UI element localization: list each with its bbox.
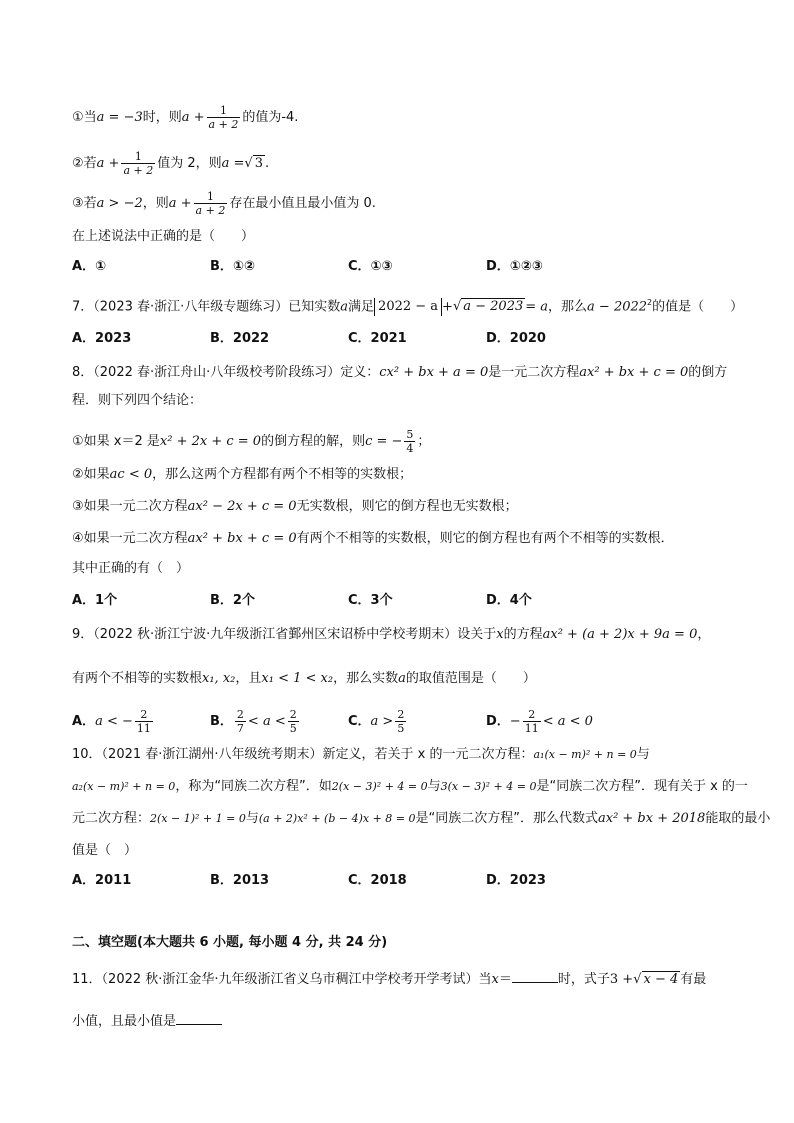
option-a[interactable]: A．2011 (72, 873, 132, 888)
option-d[interactable]: D．2020 (486, 331, 546, 346)
option-b[interactable]: B．2022 (210, 331, 270, 346)
option-d[interactable]: D．①②③ (486, 259, 543, 274)
sqrt: √ x − 4 (633, 972, 679, 987)
fraction: $\frac{5}{4}$ (406, 428, 414, 455)
section-heading: 二、填空题(本大题共 6 小题, 每小题 4 分, 共 24 分) (72, 935, 388, 950)
statement-mark: ① (72, 110, 84, 125)
option-b[interactable]: B．①② (210, 259, 255, 274)
option-d[interactable]: D．− $\frac{2}{11}$ < a < 0 (486, 708, 593, 735)
option-d[interactable]: D．4个 (486, 593, 532, 608)
option-c[interactable]: C．2018 (348, 873, 407, 888)
question-9: 9．（2022 秋·浙江宁波·九年级浙江省鄞州区宋诏桥中学校考期末）设关于x的方程ax² + (a + 2)x + 9a = 0， (72, 627, 711, 642)
option-c[interactable]: C．3个 (348, 593, 393, 608)
q8-statement-2: ②如果ac < 0，那么这两个方程都有两个不相等的实数根； (72, 467, 413, 482)
answer-blank[interactable] (176, 1012, 222, 1025)
q8-statement-4: ④如果一元二次方程ax² + bx + c = 0有两个不相等的实数根，则它的倒方程也有两个不相等的实数根． (72, 531, 674, 546)
option-c[interactable]: C．a > $\frac{2}{5}$ (348, 708, 405, 735)
option-a[interactable]: A．1个 (72, 593, 118, 608)
option-b[interactable]: B．2013 (210, 873, 270, 888)
question-stem: 在上述说法中正确的是（ ） (72, 229, 255, 244)
question-11-line2: 小值，且最小值是 (72, 1012, 222, 1031)
sqrt: √ a − 2023 (452, 299, 524, 315)
question-10: 10．（2021 春·浙江湖州·八年级统考期末）新定义，若关于 x 的一元二次方程：a₁(x − m)² + n = 0与 (72, 747, 650, 762)
answer-blank[interactable] (512, 970, 558, 983)
option-b[interactable]: B． $\frac{2}{7}$ < a < $\frac{2}{5}$ (210, 708, 297, 735)
absolute-value: 2022 − a (374, 298, 442, 316)
question-9-line2: 有两个不相等的实数根x₁, x₂，且x₁ < 1 < x₂，那么实数a的取值范围是（ ） (72, 671, 536, 686)
option-a[interactable]: A．2023 (72, 331, 132, 346)
question-10-line3: 元二次方程：2(x − 1)² + 1 = 0与(a + 2)x² + (b − 4)x + 8 = 0是“同族二次方程”．那么代数式ax² + bx + 2018能取的最小 (72, 811, 771, 826)
sqrt: √ 3 (244, 156, 263, 171)
q8-statement-1: ①如果 x＝2 是x² + 2x + c = 0的倒方程的解，则c = − $\frac{5}{4}$ ； (72, 428, 431, 455)
option-a[interactable]: A．a < − $\frac{2}{11}$ (72, 708, 151, 735)
question-11: 11．（2022 秋·浙江金华·九年级浙江省义乌市稠江中学校考开学考试）当x＝ 时，式子3 +√ x − 4 有最 (72, 972, 707, 987)
question-8-line2: 程．则下列四个结论： (72, 393, 203, 408)
option-a[interactable]: A．① (72, 259, 107, 274)
question-8-stem: 其中正确的有（ ） (72, 561, 190, 576)
question-10-line4: 值是（ ） (72, 843, 138, 858)
statement-1: ①当a = −3时，则a + $\frac{1}{a + 2}$ 的值为-4. (72, 104, 299, 131)
fraction: $\frac{1}{a + 2}$ (195, 190, 226, 217)
option-d[interactable]: D．2023 (486, 873, 546, 888)
question-10-line2: a₂(x − m)² + n = 0，称为“同族二次方程”．如2(x − 3)² + 4 = 0与3(x − 3)² + 4 = 0是“同族二次方程”．现有关于 x 的一 (72, 779, 748, 794)
question-8: 8．（2022 春·浙江舟山·八年级校考阶段练习）定义：cx² + bx + a = 0是一元二次方程ax² + bx + c = 0的倒方 (72, 365, 728, 380)
q8-statement-3: ③如果一元二次方程ax² − 2x + c = 0无实数根，则它的倒方程也无实数根； (72, 499, 518, 514)
fraction: $\frac{1}{a + 2}$ (208, 104, 239, 131)
option-b[interactable]: B．2个 (210, 593, 255, 608)
question-7: 7．（2023 春·浙江·八年级专题练习）已知实数a满足 2022 − a +√ a − 2023 = a，那么$a - 2022^2$的值是（ ） (72, 298, 744, 315)
option-c[interactable]: C．①③ (348, 259, 393, 274)
statement-3: ③若a > −2，则a + $\frac{1}{a + 2}$ 存在最小值且最小值为 0. (72, 190, 376, 217)
statement-2: ②若a + $\frac{1}{a + 2}$ 值为 2，则a =√ 3 . (72, 150, 270, 177)
fraction: $\frac{1}{a + 2}$ (123, 150, 154, 177)
option-c[interactable]: C．2021 (348, 331, 407, 346)
